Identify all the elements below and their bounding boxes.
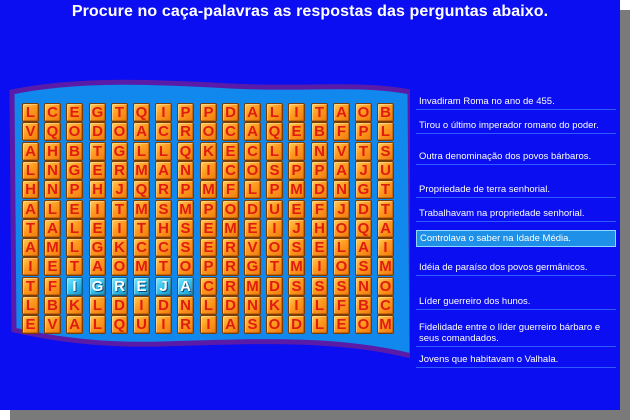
letter-cell[interactable]: A: [22, 142, 39, 161]
letter-cell[interactable]: I: [200, 315, 217, 334]
letter-cell[interactable]: S: [288, 238, 305, 257]
letter-cell[interactable]: B: [377, 103, 394, 122]
letter-cell[interactable]: K: [200, 142, 217, 161]
letter-cell[interactable]: F: [333, 122, 350, 141]
letter-cell[interactable]: G: [89, 238, 106, 257]
letter-cell[interactable]: B: [44, 296, 61, 315]
letter-cell[interactable]: R: [222, 277, 239, 296]
letter-cell[interactable]: L: [266, 142, 283, 161]
letter-cell[interactable]: E: [66, 200, 83, 219]
letter-cell[interactable]: G: [66, 161, 83, 180]
letter-cell[interactable]: T: [66, 257, 83, 276]
letter-cell[interactable]: L: [22, 103, 39, 122]
letter-cell[interactable]: K: [66, 296, 83, 315]
letter-cell[interactable]: M: [222, 219, 239, 238]
letter-cell[interactable]: L: [266, 103, 283, 122]
letter-cell[interactable]: E: [333, 315, 350, 334]
letter-cell[interactable]: L: [22, 161, 39, 180]
letter-cell[interactable]: L: [244, 180, 261, 199]
letter-cell[interactable]: S: [288, 277, 305, 296]
question-item[interactable]: Tirou o último imperador romano do poder.: [416, 118, 616, 134]
letter-cell[interactable]: N: [355, 277, 372, 296]
letter-cell[interactable]: A: [177, 277, 194, 296]
letter-cell[interactable]: J: [155, 277, 172, 296]
letter-cell[interactable]: I: [22, 257, 39, 276]
letter-cell[interactable]: C: [133, 238, 150, 257]
letter-cell[interactable]: B: [355, 296, 372, 315]
question-item[interactable]: Controlava o saber na Idade Média.: [416, 230, 616, 247]
letter-cell[interactable]: P: [311, 161, 328, 180]
letter-cell[interactable]: C: [155, 238, 172, 257]
letter-cell[interactable]: I: [66, 277, 83, 296]
letter-cell[interactable]: P: [200, 257, 217, 276]
letter-cell[interactable]: T: [111, 103, 128, 122]
letter-cell[interactable]: A: [133, 122, 150, 141]
letter-cell[interactable]: C: [200, 277, 217, 296]
letter-cell[interactable]: H: [311, 219, 328, 238]
letter-cell[interactable]: I: [133, 296, 150, 315]
letter-cell[interactable]: J: [111, 180, 128, 199]
letter-cell[interactable]: B: [66, 142, 83, 161]
question-item[interactable]: Idéia de paraíso dos povos germânicos.: [416, 260, 616, 276]
letter-cell[interactable]: T: [155, 257, 172, 276]
letter-cell[interactable]: R: [222, 257, 239, 276]
letter-cell[interactable]: S: [355, 257, 372, 276]
letter-cell[interactable]: U: [266, 200, 283, 219]
letter-cell[interactable]: T: [266, 257, 283, 276]
letter-cell[interactable]: A: [22, 200, 39, 219]
letter-cell[interactable]: V: [333, 142, 350, 161]
letter-cell[interactable]: L: [66, 219, 83, 238]
letter-cell[interactable]: U: [133, 315, 150, 334]
letter-cell[interactable]: E: [89, 219, 106, 238]
letter-cell[interactable]: L: [311, 296, 328, 315]
letter-cell[interactable]: I: [288, 103, 305, 122]
letter-cell[interactable]: M: [133, 200, 150, 219]
letter-cell[interactable]: O: [177, 257, 194, 276]
letter-cell[interactable]: P: [355, 122, 372, 141]
letter-cell[interactable]: D: [355, 200, 372, 219]
letter-cell[interactable]: Q: [111, 315, 128, 334]
letter-cell[interactable]: T: [377, 200, 394, 219]
letter-cell[interactable]: T: [22, 219, 39, 238]
letter-cell[interactable]: A: [333, 103, 350, 122]
letter-cell[interactable]: P: [177, 180, 194, 199]
letter-cell[interactable]: V: [22, 122, 39, 141]
letter-cell[interactable]: O: [266, 238, 283, 257]
letter-cell[interactable]: I: [288, 296, 305, 315]
letter-cell[interactable]: A: [355, 238, 372, 257]
letter-cell[interactable]: F: [333, 296, 350, 315]
letter-cell[interactable]: D: [222, 296, 239, 315]
letter-cell[interactable]: E: [44, 257, 61, 276]
letter-cell[interactable]: O: [333, 257, 350, 276]
letter-cell[interactable]: N: [177, 161, 194, 180]
letter-cell[interactable]: Q: [266, 122, 283, 141]
letter-cell[interactable]: D: [288, 315, 305, 334]
letter-cell[interactable]: S: [266, 161, 283, 180]
letter-cell[interactable]: L: [66, 238, 83, 257]
letter-cell[interactable]: T: [111, 200, 128, 219]
letter-cell[interactable]: U: [377, 161, 394, 180]
letter-cell[interactable]: E: [288, 122, 305, 141]
letter-cell[interactable]: A: [66, 315, 83, 334]
letter-cell[interactable]: T: [133, 219, 150, 238]
letter-cell[interactable]: G: [111, 142, 128, 161]
letter-cell[interactable]: E: [22, 315, 39, 334]
letter-cell[interactable]: N: [44, 180, 61, 199]
letter-cell[interactable]: A: [155, 161, 172, 180]
letter-cell[interactable]: L: [133, 142, 150, 161]
question-item[interactable]: Líder guerreiro dos hunos.: [416, 294, 616, 310]
letter-cell[interactable]: R: [222, 238, 239, 257]
letter-cell[interactable]: A: [244, 103, 261, 122]
letter-cell[interactable]: C: [155, 122, 172, 141]
letter-cell[interactable]: S: [311, 277, 328, 296]
letter-cell[interactable]: D: [155, 296, 172, 315]
letter-cell[interactable]: I: [155, 315, 172, 334]
letter-cell[interactable]: T: [311, 103, 328, 122]
letter-cell[interactable]: A: [244, 122, 261, 141]
letter-cell[interactable]: L: [155, 142, 172, 161]
letter-cell[interactable]: M: [44, 238, 61, 257]
letter-grid: [22, 103, 400, 334]
letter-cell[interactable]: N: [333, 180, 350, 199]
letter-cell[interactable]: E: [133, 277, 150, 296]
letter-cell[interactable]: L: [311, 315, 328, 334]
letter-cell[interactable]: G: [244, 257, 261, 276]
letter-cell[interactable]: P: [66, 180, 83, 199]
letter-cell[interactable]: R: [111, 277, 128, 296]
letter-cell[interactable]: M: [377, 257, 394, 276]
letter-cell[interactable]: L: [377, 122, 394, 141]
letter-cell[interactable]: E: [89, 161, 106, 180]
letter-cell[interactable]: O: [333, 219, 350, 238]
letter-cell[interactable]: D: [89, 122, 106, 141]
letter-cell[interactable]: A: [222, 315, 239, 334]
letter-cell[interactable]: J: [333, 200, 350, 219]
letter-cell[interactable]: L: [22, 296, 39, 315]
letter-cell[interactable]: O: [66, 122, 83, 141]
question-item[interactable]: Propriedade de terra senhorial.: [416, 182, 616, 198]
letter-cell[interactable]: Q: [355, 219, 372, 238]
letter-cell[interactable]: O: [111, 122, 128, 141]
letter-cell[interactable]: K: [266, 296, 283, 315]
letter-cell[interactable]: L: [200, 296, 217, 315]
question-item[interactable]: Trabalhavam na propriedade senhorial.: [416, 206, 616, 222]
letter-cell[interactable]: A: [44, 219, 61, 238]
letter-cell[interactable]: N: [44, 161, 61, 180]
letter-cell[interactable]: F: [311, 200, 328, 219]
letter-cell[interactable]: E: [200, 219, 217, 238]
letter-cell[interactable]: H: [89, 180, 106, 199]
letter-cell[interactable]: R: [177, 122, 194, 141]
letter-cell[interactable]: M: [288, 180, 305, 199]
letter-cell[interactable]: O: [266, 315, 283, 334]
letter-cell[interactable]: I: [155, 103, 172, 122]
letter-cell[interactable]: L: [89, 296, 106, 315]
letter-cell[interactable]: Q: [133, 180, 150, 199]
letter-cell[interactable]: L: [89, 315, 106, 334]
letter-cell[interactable]: K: [111, 238, 128, 257]
letter-cell[interactable]: O: [244, 161, 261, 180]
letter-cell[interactable]: O: [111, 257, 128, 276]
letter-cell[interactable]: O: [200, 122, 217, 141]
letter-cell[interactable]: T: [377, 180, 394, 199]
letter-cell[interactable]: H: [155, 219, 172, 238]
letter-cell[interactable]: P: [288, 161, 305, 180]
letter-cell[interactable]: M: [288, 257, 305, 276]
letter-cell[interactable]: J: [355, 161, 372, 180]
letter-cell[interactable]: H: [44, 142, 61, 161]
letter-cell[interactable]: M: [133, 257, 150, 276]
letter-cell[interactable]: D: [311, 180, 328, 199]
letter-cell[interactable]: S: [244, 315, 261, 334]
letter-cell[interactable]: G: [89, 277, 106, 296]
letter-cell[interactable]: S: [155, 200, 172, 219]
letter-cell[interactable]: E: [244, 219, 261, 238]
letter-cell[interactable]: A: [333, 161, 350, 180]
letter-cell[interactable]: E: [66, 103, 83, 122]
letter-cell[interactable]: G: [355, 180, 372, 199]
question-item[interactable]: Outra denominação dos povos bárbaros.: [416, 149, 616, 165]
letter-cell[interactable]: E: [200, 238, 217, 257]
page-title: Procure no caça-palavras as respostas das perguntas abaixo.: [71, 3, 549, 20]
letter-cell[interactable]: I: [311, 257, 328, 276]
letter-cell[interactable]: C: [377, 296, 394, 315]
letter-cell[interactable]: N: [177, 296, 194, 315]
letter-cell[interactable]: D: [244, 200, 261, 219]
letter-cell[interactable]: D: [266, 277, 283, 296]
letter-cell[interactable]: I: [89, 200, 106, 219]
letter-cell[interactable]: R: [111, 161, 128, 180]
letter-cell[interactable]: R: [177, 315, 194, 334]
question-item[interactable]: Fidelidade entre o líder guerreiro bárbaro e seus comandados.: [416, 320, 616, 347]
letter-cell[interactable]: P: [266, 180, 283, 199]
letter-cell[interactable]: D: [222, 103, 239, 122]
letter-cell[interactable]: O: [377, 277, 394, 296]
letter-cell[interactable]: I: [111, 219, 128, 238]
question-item[interactable]: Invadiram Roma no ano de 455.: [416, 94, 616, 110]
letter-cell[interactable]: I: [266, 219, 283, 238]
question-item[interactable]: Jovens que habitavam o Valhala.: [416, 352, 616, 368]
letter-cell[interactable]: J: [288, 219, 305, 238]
letter-cell[interactable]: S: [333, 277, 350, 296]
letter-cell[interactable]: S: [177, 238, 194, 257]
letter-cell[interactable]: C: [244, 142, 261, 161]
letter-cell[interactable]: N: [244, 296, 261, 315]
letter-cell[interactable]: O: [355, 315, 372, 334]
letter-cell[interactable]: P: [177, 103, 194, 122]
letter-cell[interactable]: I: [377, 238, 394, 257]
letter-cell[interactable]: L: [333, 238, 350, 257]
letter-cell[interactable]: A: [22, 238, 39, 257]
letter-cell[interactable]: N: [311, 142, 328, 161]
letter-cell[interactable]: E: [311, 238, 328, 257]
letter-cell[interactable]: F: [44, 277, 61, 296]
letter-cell[interactable]: G: [89, 103, 106, 122]
letter-cell[interactable]: P: [200, 200, 217, 219]
letter-cell[interactable]: M: [133, 161, 150, 180]
letter-cell[interactable]: M: [200, 180, 217, 199]
letter-cell[interactable]: C: [222, 161, 239, 180]
letter-cell[interactable]: E: [222, 142, 239, 161]
letter-cell[interactable]: T: [355, 142, 372, 161]
letter-cell[interactable]: O: [222, 200, 239, 219]
letter-cell[interactable]: O: [355, 103, 372, 122]
letter-cell[interactable]: Q: [133, 103, 150, 122]
letter-cell[interactable]: D: [111, 296, 128, 315]
letter-cell[interactable]: M: [177, 200, 194, 219]
letter-cell[interactable]: F: [222, 180, 239, 199]
letter-cell[interactable]: S: [177, 219, 194, 238]
letter-cell[interactable]: L: [44, 200, 61, 219]
letter-cell[interactable]: R: [155, 180, 172, 199]
letter-cell[interactable]: E: [288, 200, 305, 219]
letter-cell[interactable]: M: [377, 315, 394, 334]
letter-cell[interactable]: I: [200, 161, 217, 180]
letter-cell[interactable]: C: [222, 122, 239, 141]
letter-cell[interactable]: V: [44, 315, 61, 334]
letter-cell[interactable]: I: [288, 142, 305, 161]
letter-cell[interactable]: P: [200, 103, 217, 122]
letter-cell[interactable]: A: [89, 257, 106, 276]
letter-cell[interactable]: M: [244, 277, 261, 296]
letter-cell[interactable]: Q: [44, 122, 61, 141]
letter-cell[interactable]: H: [22, 180, 39, 199]
letter-cell[interactable]: A: [377, 219, 394, 238]
letter-cell[interactable]: T: [22, 277, 39, 296]
letter-cell[interactable]: V: [244, 238, 261, 257]
letter-cell[interactable]: S: [377, 142, 394, 161]
letter-cell[interactable]: T: [89, 142, 106, 161]
letter-cell[interactable]: B: [311, 122, 328, 141]
letter-cell[interactable]: Q: [177, 142, 194, 161]
letter-cell[interactable]: C: [44, 103, 61, 122]
